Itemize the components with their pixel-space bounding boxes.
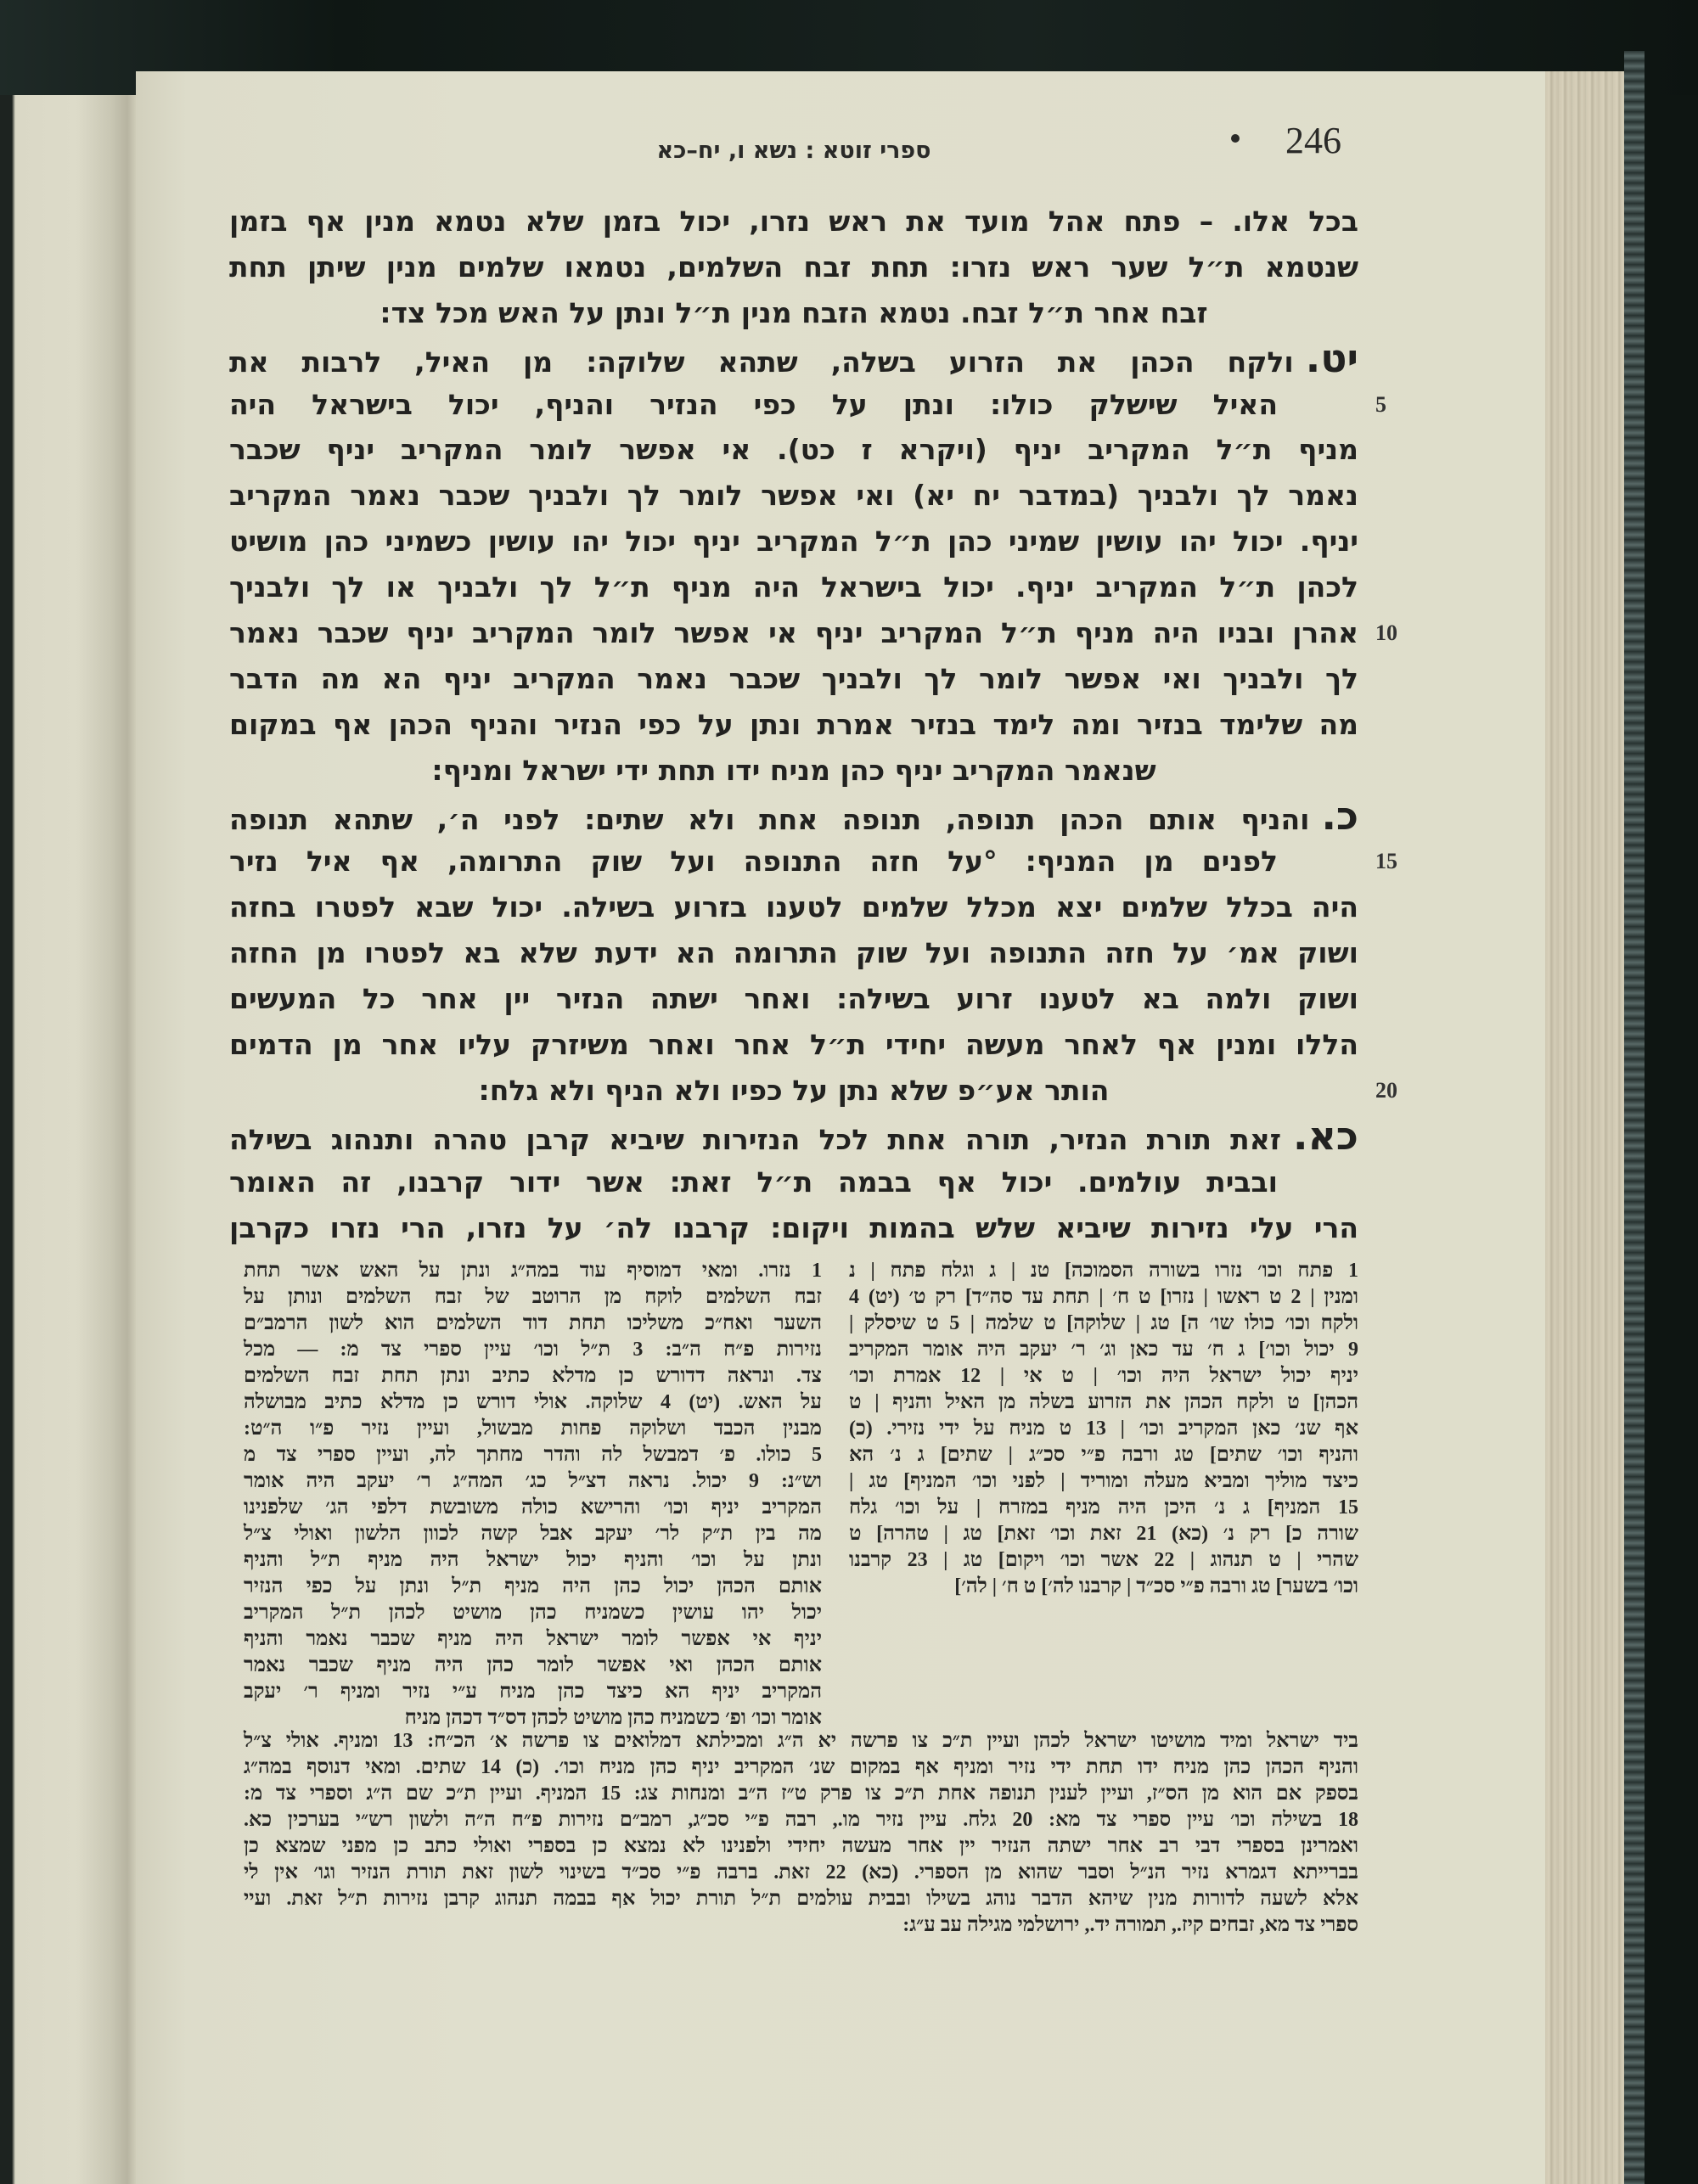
text-line-content: הרי עלי נזירות שיביא שלש בהמות ויקום: קרבנו לה׳ על נזרו, הרי נזרו כקרבן bbox=[229, 1210, 1358, 1244]
verse-marker: יט. bbox=[1305, 334, 1358, 381]
text-line bbox=[229, 610, 1397, 656]
footnote-line: והניף הכהן כהן מניח ידו תחת ידי נזיר ומניף אף במקום שנ׳ המקריב יניף כהן מניח וכו׳. (כ) 14 שתים. ומאי דנוסף במה״ג bbox=[244, 1756, 1358, 1778]
text-line bbox=[229, 839, 1397, 884]
text-line bbox=[229, 519, 1358, 564]
footnote-line: שהרי | ט תנהוג | 22 אשר וכו׳ ויקום] טג | 23 קרבנו bbox=[849, 1549, 1358, 1571]
text-line-content: ובבית עולמים. יכול אף בבמה ת״ל זאת: אשר ידור קרבנו, זה האומר bbox=[229, 1165, 1278, 1199]
footnote-line: והניף וכו׳ שתים] טג ורבה פ״י סכ״ג | שתים] ג נ׳ הא bbox=[849, 1444, 1358, 1466]
footnote-line: 18 בשילה וכו׳ עיין ספרי צד מא: 20 גלח. עיין נזיר מו., רבה פ״י סכ״ג, רמב״ם נזירות פ״ח ה״ה ולשון רש״י בערכין כא. bbox=[244, 1809, 1358, 1831]
footnote-line: ולקח וכו׳ כולו שו׳ ה] טג | שלוקה] ט שלמה | 5 ט שיסלק | bbox=[849, 1312, 1358, 1334]
text-line-content: והניף אותם הכהן תנופה, תנופה אחת ולא שתים: לפני ה׳, שתהא תנופה bbox=[229, 802, 1310, 836]
footnote-line: המקריב יניף הא כיצד כהן מניח ע״י נזיר ומניף ר׳ יעקב bbox=[244, 1681, 822, 1703]
text-line-content: אהרן ובניו היה מניף ת״ל המקריב יניף אי אפשר לומר המקריב יניף שכבר נאמר bbox=[229, 616, 1358, 650]
footnote-line: בספק אם הוא מן הס״ז, ועיין לענין תנופה אחת ת״כ צו פרק ט״ז ה״ב ומנחות צג: 15 המניף. ועיין ת״כ שם ה״ג וספרי צד מ: bbox=[244, 1783, 1358, 1805]
footnote-line: מבנין הכבד ושלוקה פחות מבשול, ועיין נזיר פ״ו ה״ט: bbox=[244, 1418, 822, 1440]
facing-page-edge bbox=[0, 95, 136, 2184]
text-line-content: לפנים מן המניף: °על חזה התנופה ועל שוק התרומה, אף איל נזיר bbox=[229, 845, 1278, 879]
text-line-content: היה בכלל שלמים יצא מכלל שלמים לטענו בזרוע בשילה. יכול שבא לפטרו בחזה bbox=[229, 890, 1358, 924]
text-line-content: מניף ת״ל המקריב יניף (ויקרא ז כט). אי אפשר לומר המקריב יניף שכבר bbox=[229, 433, 1358, 467]
line-number: 20 bbox=[1375, 1077, 1397, 1103]
footnote-line: 1 פתח וכו׳ נזרו בשורה הסמוכה] טנ | ג וגלח פתח | נ bbox=[849, 1260, 1358, 1282]
footnote-line: מה בין ת״ק לר׳ יעקב אבל קשה לכוון הלשון ואולי צ״ל bbox=[244, 1523, 822, 1545]
text-line bbox=[229, 748, 1358, 794]
text-line-content: מה שלימד בנזיר ומה לימד בנזיר אמרת ונתן על כפי הנזיר והניף הכהן אף במקום bbox=[229, 707, 1358, 741]
footnote-line: 1 נזרו. ומאי דמוסיף עוד במה״ג ונתן על האש אשר תחת bbox=[244, 1260, 822, 1282]
text-line-content: בכל אלו. – פתח אהל מועד את ראש נזרו, יכול בזמן שלא נטמא מנין אף בזמן bbox=[229, 205, 1358, 238]
text-line bbox=[229, 199, 1358, 244]
text-line-content: יניף. יכול יהו עושין שמיני כהן ת״ל המקריב יניף יכול יהו עושין כשמיני כהן מושיט bbox=[229, 525, 1358, 559]
text-line bbox=[229, 1205, 1358, 1251]
footnote-line: ומנין | 2 ט ראשו | נזרו] ט ח׳ | תחת עד סה״ד] רק ט׳ (יט) 4 bbox=[849, 1286, 1358, 1308]
footnote-line: שורה כ] רק נ׳ (כא) 21 זאת וכו׳ זאת] טג | טהרה] ט bbox=[849, 1523, 1358, 1545]
footnote-line: יניף יכול ישראל היה וכו׳ | ט אי | 12 אמרת וכו׳ bbox=[849, 1365, 1359, 1387]
footnote-line: אותם הכהן ואי אפשר לומר כהן היה מניף שכבר נאמר bbox=[244, 1654, 822, 1676]
footnote-line: 9 יכול וכו׳] ג ח׳ עד כאן וג׳ ר׳ יעקב היה אומר המקריב bbox=[849, 1339, 1358, 1361]
footnote-line: וכו׳ בשער] טג ורבה פ״י סכ״ד | קרבנו לה׳] ט ח׳ | לה׳] bbox=[954, 1575, 1358, 1597]
footnote-line: 15 המניף] ג נ׳ היכן היה מניף במזרח | על וכו׳ גלח bbox=[849, 1496, 1358, 1519]
text-line-content: שנאמר המקריב יניף כהן מניח ידו תחת ידי ישראל ומניף: bbox=[431, 753, 1156, 787]
verse-marker: כ. bbox=[1321, 792, 1358, 839]
footnotes-variants-column bbox=[849, 1258, 1358, 1600]
footnotes-commentary-continued bbox=[244, 1728, 1358, 1939]
footnote-line: ונתן על וכו׳ והניף יכול ישראל היה מניף ת״ל והניף bbox=[244, 1549, 822, 1571]
text-line bbox=[229, 794, 1358, 839]
text-line-content: זאת תורת הנזיר, תורה אחת לכל הנזירות שיביא קרבן טהרה ותנהוג בשילה bbox=[229, 1122, 1281, 1156]
footnote-line: זבח השלמים לוקח מן הרוטב של זבח השלמים ונותן על bbox=[244, 1286, 822, 1308]
verse-marker: כא. bbox=[1292, 1112, 1358, 1159]
page-stack-edge bbox=[1545, 71, 1624, 2184]
footnote-line: אף שנ׳ כאן המקריב וכו׳ | 13 ט מניח על ידי נזירי. (כ) bbox=[849, 1418, 1358, 1440]
text-line bbox=[229, 382, 1386, 428]
footnote-line: אלא לשעה לדורות מנין שיהא הדבר נוהג בשילו ובבית עולמים ת״ל תורת יכול אף בבמה תנהוג קרבן נזירות ת״ל זאת. ועיי bbox=[244, 1888, 1358, 1910]
footnote-line: על האש. (יט) 4 שלוקה. אולי דורש כן מדלא כתיב מבושלה bbox=[244, 1391, 822, 1413]
line-number: 15 bbox=[1375, 849, 1397, 874]
text-line-content: ושוק אמ׳ על חזה התנופה ועל שוק התרומה הא ידעת שלא בא לפטרו מן החזה bbox=[229, 936, 1358, 970]
footnote-line: בברייתא דגמרא נזיר הנ״ל וסבר שהוא מן הספרי. (כא) 22 זאת. ברבה פ״י סכ״ד בשינוי לשון זאת תורת הנזיר וגו׳ אין לי bbox=[244, 1861, 1358, 1884]
text-line bbox=[229, 976, 1358, 1022]
footnote-line: ספרי צד מא, זבחים קיז., תמורה יד., ירושלמי מגילה עב ע״ג: bbox=[902, 1914, 1358, 1936]
text-line-content: האיל שישלק כולו: ונתן על כפי הנזיר והניף, יכול בישראל היה bbox=[229, 387, 1278, 421]
footnote-line: אותם הכהן יכול כהן היה מניף ת״ל ונתן על כפי הנזיר bbox=[244, 1575, 822, 1597]
text-line bbox=[229, 1068, 1397, 1114]
text-line bbox=[229, 702, 1358, 748]
footnote-line: ואמרינן בספרי דבי רב אחר ישתה הנזיר יין אחר מעשה יחידי ולפנינו לא נמצא כן בספרי ואולי כתב כן מפני שמצא כן bbox=[244, 1835, 1358, 1857]
footnote-line: 5 כולו. פ׳ דמבשל לה והדר מחתך לה, ועיין ספרי צד מ bbox=[244, 1444, 822, 1466]
text-line-content: לך ולבניך ואי אפשר לומר לך ולבניך שכבר נאמר המקריב יניף הא מה הדבר bbox=[229, 661, 1358, 695]
footnotes-commentary-column bbox=[244, 1258, 822, 1732]
line-number: 10 bbox=[1375, 620, 1397, 646]
text-line bbox=[229, 564, 1358, 610]
footnote-line: המקריב יניף וכו׳ והרישא כולה משובשת דלפי הג׳ שלפנינו bbox=[244, 1496, 822, 1519]
footnote-line: וש״נ: 9 יכול. נראה דצ״ל כג׳ המה״ג ר׳ יעקב היה אומר bbox=[244, 1470, 822, 1492]
text-line bbox=[229, 1159, 1358, 1205]
text-line-content: לכהן ת״ל המקריב יניף. יכול בישראל היה מניף ת״ל לך ולבניך או לך ולבניך bbox=[229, 570, 1358, 604]
text-line-content: ושוק ולמה בא לטענו זרוע בשילה: ואחר ישתה הנזיר יין אחר כל המעשים bbox=[229, 982, 1358, 1016]
text-line-content: נאמר לך ולבניך (במדבר יח יא) ואי אפשר לומר לך ולבניך שכבר נאמר המקריב bbox=[229, 479, 1358, 513]
main-text-block bbox=[229, 199, 1397, 1250]
page-number: 246 bbox=[1285, 120, 1341, 161]
footnote-line: אומר וכו׳ ופ׳ כשמניח כהן מושיט לכהן דס״ד דכהן מניח bbox=[404, 1707, 822, 1729]
running-title: ספרי זוטא : נשא ו, יח–כא bbox=[656, 138, 931, 164]
footnote-line: נזירות פ״ח ה״ב: 3 ת״ל וכו׳ עיין ספרי צד מ: — מכל bbox=[244, 1339, 822, 1361]
text-line bbox=[229, 1022, 1358, 1068]
text-line bbox=[229, 884, 1358, 930]
text-line bbox=[229, 1114, 1358, 1159]
footnote-line: כיצד מוליך ומביא מעלה ומוריד | לפני וכו׳ המניף] טג | bbox=[849, 1470, 1358, 1492]
text-line bbox=[229, 427, 1358, 473]
book-cover-edge bbox=[1624, 51, 1645, 2184]
text-line bbox=[229, 290, 1358, 336]
text-line bbox=[229, 930, 1358, 976]
running-header bbox=[229, 119, 1358, 170]
footnote-line: צד. ונראה דדורש כן מדלא כתיב ונתן תחת זבח השלמים bbox=[244, 1365, 822, 1387]
line-number: 5 bbox=[1375, 391, 1386, 417]
footnote-line: יכול יהו עושין כשמניח כהן מושיט לכהן ת״ל המקריב bbox=[244, 1602, 822, 1624]
footnote-line: הכהן] ט ולקח הכהן את הזרוע בשלה מן האיל והניף | ט bbox=[849, 1391, 1358, 1413]
text-line bbox=[229, 473, 1358, 519]
text-line bbox=[229, 244, 1358, 290]
footnote-line: השער ואח״כ משליכו תחת דוד השלמים הוא לשון הרמב״ם bbox=[244, 1312, 822, 1334]
text-line-content: שנטמא ת״ל שער ראש נזרו: תחת זבח השלמים, נטמאו שלמים מנין שיתן תחת bbox=[229, 250, 1358, 284]
text-line-content: הללו ומנין אף לאחר מעשה יחידי ת״ל אחר ואחר משיזרק עליו אחר מן הדמים bbox=[229, 1028, 1358, 1062]
footnote-line: יניף אי אפשר לומר ישראל היה מניף שכבר נאמר והניף bbox=[244, 1628, 822, 1650]
footnote-line: ביד ישראל ומיד מושיטו ישראל לכהן ועיין ת״כ צו פרשה יא ה״ג ומכילתא דמלואים צו פרשה א׳ הכ״ח: 13 ומניף. אולי צ״ל bbox=[244, 1730, 1358, 1752]
text-line-content: הותר אע״פ שלא נתן על כפיו ולא הניף ולא גלח: bbox=[478, 1073, 1110, 1107]
text-line bbox=[229, 336, 1358, 382]
text-line bbox=[229, 656, 1358, 702]
text-line-content: ולקח הכהן את הזרוע בשלה, שתהא שלוקה: מן האיל, לרבות את bbox=[229, 345, 1294, 379]
text-line-content: זבח אחר ת״ל זבח. נטמא הזבח מנין ת״ל ונתן על האש מכל צד: bbox=[380, 295, 1208, 329]
